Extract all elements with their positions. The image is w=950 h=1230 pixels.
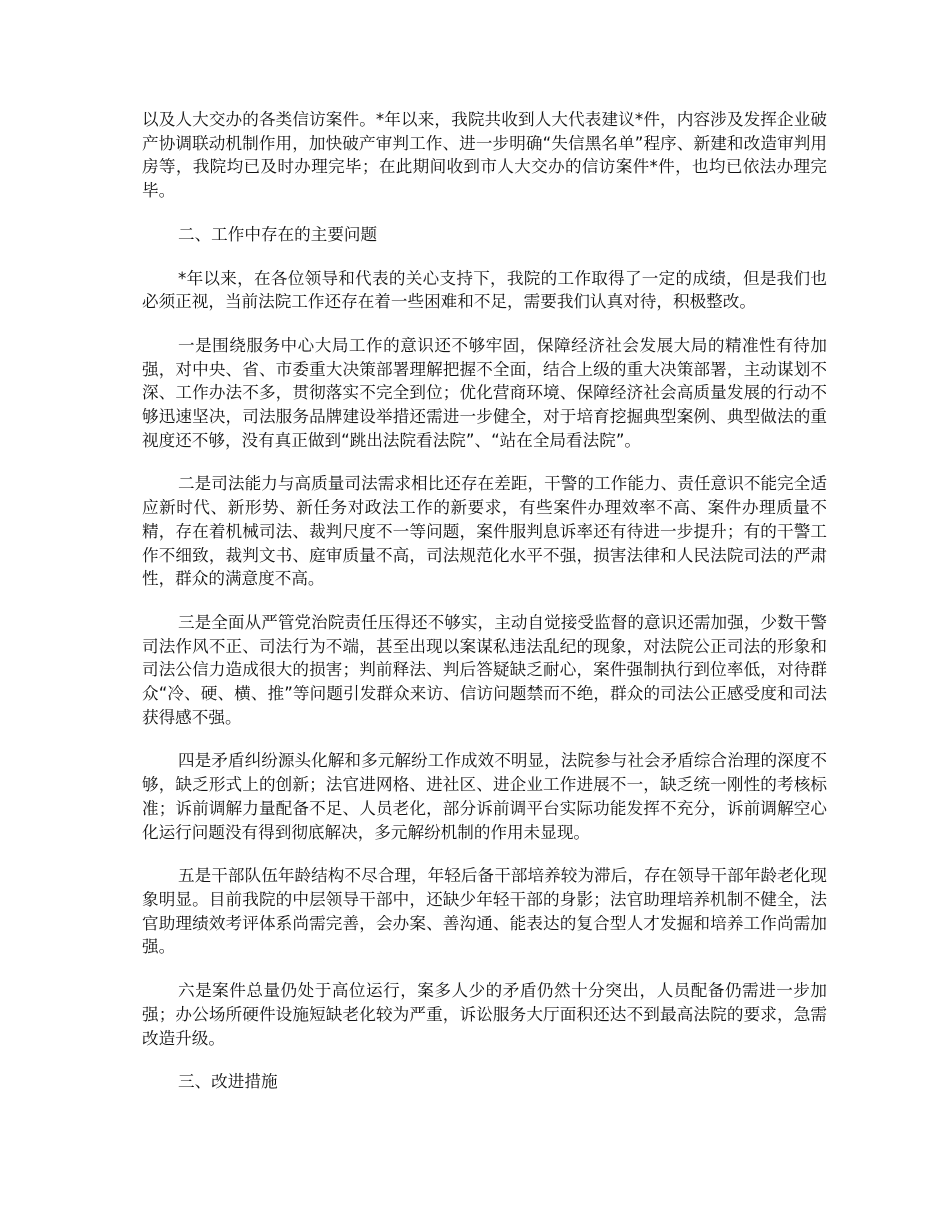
paragraph-problem-6: 六是案件总量仍处于高位运行，案多人少的矛盾仍然十分突出，人员配备仍需进一步加强；办公场所硬件设施短缺老化较为严重，诉讼服务大厅面积还达不到最高法院的要求，急需改造升级。	[142, 981, 827, 1048]
paragraph-problem-2: 二是司法能力与高质量司法需求相比还存在差距，干警的工作能力、责任意识不能完全适应新时代、新形势、新任务对政法工作的新要求，有些案件办理效率不高、案件办理质量不精，存在着机械司法、裁判尺度不一等问题，案件服判息诉率还有待进一步提升；有的干警工作不细致，裁判文书、庭审质量不高，司法规范化水平不强，损害法律和人民法院司法的严肃性，群众的满意度不高。	[142, 474, 827, 589]
paragraph-problem-3: 三是全面从严管党治院责任压得还不够实，主动自觉接受监督的意识还需加强，少数干警司法作风不正、司法行为不端，甚至出现以案谋私违法乱纪的现象，对法院公正司法的形象和司法公信力造成很大的损害；判前释法、判后答疑缺乏耐心，案件强制执行到位率低，对待群众“冷、硬、横、推”等问题引发群众来访、信访问题禁而不绝，群众的司法公正感受度和司法获得感不强。	[142, 612, 827, 727]
paragraph-petitions-summary: 以及人大交办的各类信访案件。*年以来，我院共收到人大代表建议*件，内容涉及发挥企业破产协调联动机制作用，加快破产审判工作、进一步明确“失信黑名单”程序、新建和改造审判用房等，我院均已及时办理完毕；在此期间收到市人大交办的信访案件*件，也均已依法办理完毕。	[142, 110, 827, 201]
paragraph-problem-5: 五是干部队伍年龄结构不尽合理，年轻后备干部培养较为滞后，存在领导干部年龄老化现象明显。目前我院的中层领导干部中，还缺少年轻干部的身影；法官助理培养机制不健全，法官助理绩效考评体系尚需完善，会办案、善沟通、能表达的复合型人才发掘和培养工作尚需加强。	[142, 866, 827, 957]
section-heading-improvements: 三、改进措施	[178, 1072, 278, 1092]
paragraph-problem-1: 一是围绕服务中心大局工作的意识还不够牢固，保障经济社会发展大局的精准性有待加强，对中央、省、市委重大决策部署理解把握不全面，结合上级的重大决策部署，主动谋划不深、工作办法不多，贯彻落实不完全到位；优化营商环境、保障经济社会高质量发展的行动不够迅速坚决，司法服务品牌建设举措还需进一步健全，对于培育挖掘典型案例、典型做法的重视度还不够，没有真正做到“跳出法院看法院”、“站在全局看法院”。	[142, 335, 827, 450]
paragraph-problem-4: 四是矛盾纠纷源头化解和多元解纷工作成效不明显，法院参与社会矛盾综合治理的深度不够，缺乏形式上的创新；法官进网格、进社区、进企业工作进展不一，缺乏统一刚性的考核标准；诉前调解力量配备不足、人员老化，部分诉前调平台实际功能发挥不充分，诉前调解空心化运行问题没有得到彻底解决，多元解纷机制的作用未显现。	[142, 751, 827, 842]
paragraph-problems-intro: *年以来，在各位领导和代表的关心支持下，我院的工作取得了一定的成绩，但是我们也必须正视，当前法院工作还存在着一些困难和不足，需要我们认真对待，积极整改。	[142, 268, 827, 312]
section-heading-problems: 二、工作中存在的主要问题	[178, 224, 378, 244]
document-page	[142, 108, 827, 1114]
